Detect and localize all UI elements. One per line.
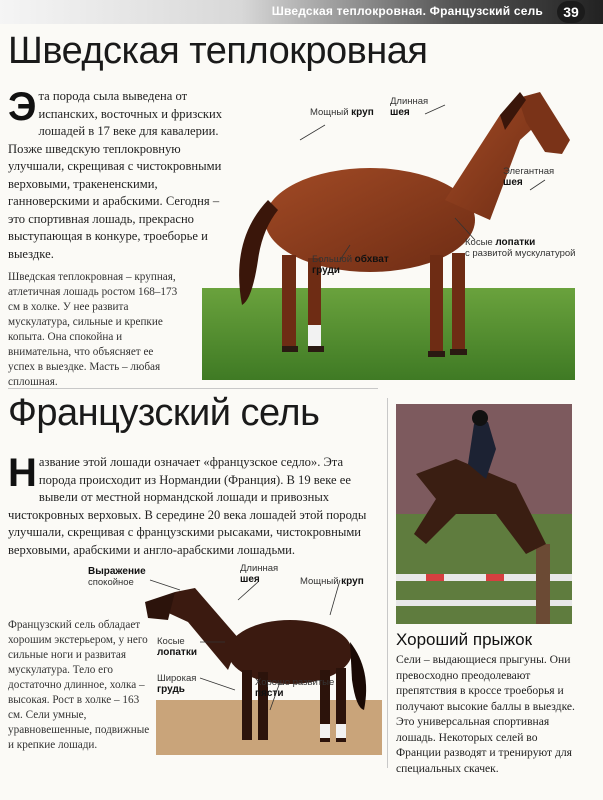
label-krup-swedish: Мощный круп: [310, 107, 374, 118]
sand-ground: [156, 700, 382, 755]
grass-field: [202, 288, 575, 380]
side-note-swedish: Шведская теплокровная – крупная, атлетичная лошадь ростом 168–173 см в холке. У нее развита мускулатура, сильные и крепкие копыта. Она спокойна и внимательна, что объясняет ее успех в выездке. Масть – любая сплошная.: [8, 271, 178, 388]
label-pastern: Хорошо развитые пясти: [255, 677, 335, 699]
section-body-french: [8, 451, 383, 559]
label-krup-french: Мощный круп: [300, 576, 364, 587]
label-chest-french: Широкая грудь: [157, 673, 197, 695]
jump-photo: [396, 404, 572, 624]
label-chest-swedish: Большой обхват груди: [312, 254, 389, 276]
drop-cap: Н: [8, 451, 37, 495]
label-elegant-neck: Элегантная шея: [503, 166, 555, 188]
column-divider: [387, 398, 388, 768]
body-paragraph: та порода сыла выведена от испанских, восточных и фризских лошадей в 17 веке для кавалерии. Позже шведскую теплокровную улучшали, скрещивая с чистокровными верховыми, тракененскими, ганноверскими и арабскими. Сегодня – это спортивная лошадь, прекрасно выступающая в конкуре, троеборье и выездке.: [8, 89, 223, 261]
side-note-french: Французский сель обладает хорошим экстерьером, у него сильные ноги и развитая мускулатура. Тело его достаточно длинное, холка – высокая. Рост в холке – 163 см. Сели умные, уравновешенные, подвижные и крепкие лошади.: [8, 619, 150, 751]
jump-caption-title: Хороший прыжок: [396, 630, 533, 649]
section-title-french: Французский сель: [8, 392, 320, 434]
rider-helmet: [472, 410, 488, 426]
label-neck-swedish: Длинная шея: [390, 96, 429, 118]
section-divider: [8, 388, 378, 389]
label-neck-french: Длинная шея: [240, 563, 279, 585]
jump-caption-body: Сели – выдающиеся прыгуны. Они превосходно преодолевают препятствия в кроссе троеборья и получают высокие баллы в выездке. Это универсальная спортивная лошадь. Некоторых селей во Франции разводят и тренируют для специальных скачек.: [396, 653, 575, 775]
drop-cap: Э: [8, 85, 37, 129]
label-shoulder-french: Косые лопатки: [157, 636, 197, 658]
page-header: [0, 0, 603, 24]
running-title: Шведская теплокровная. Французский сель: [271, 4, 543, 18]
label-expression: Выражение спокойное: [88, 566, 146, 588]
label-shoulder-swedish: Косые лопатки с развитой мускулатурой: [465, 237, 576, 259]
page-number: 39: [557, 1, 585, 23]
body-paragraph: азвание этой лошади означает «французское седло». Эта порода происходит из Нормандии (Франция). В 19 веке ее вывели от местной нормандской лошади и привозных чистокровных верховых. В середине 20 века лошадей этой породы улучшали, скрещивая с французскими рысаками, чистокровными верховыми, арабскими и англо-арабскими лошадьми.: [8, 455, 367, 557]
section-body-swedish: [8, 85, 230, 263]
section-title-swedish: Шведская теплокровная: [8, 30, 428, 72]
